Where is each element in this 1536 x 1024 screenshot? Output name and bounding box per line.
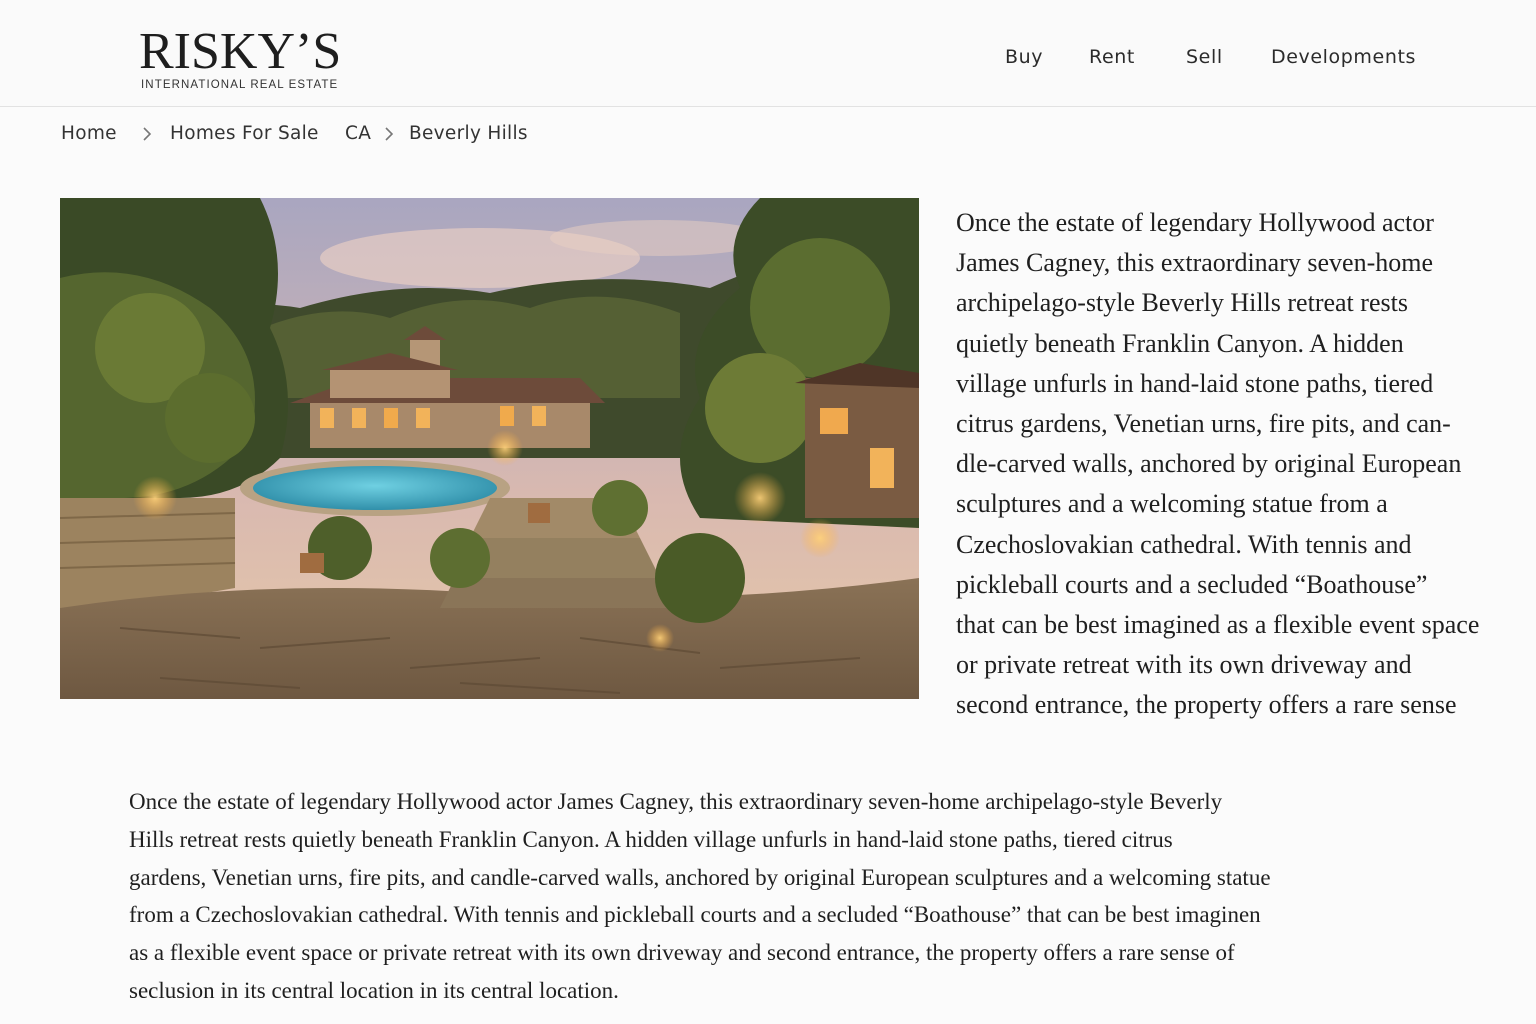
description-line: Czechoslovakian cathedral. With tennis and xyxy=(956,529,1412,559)
nav-developments[interactable]: Developments xyxy=(1271,46,1417,68)
description-line: citrus gardens, Venetian urns, fire pits, and can- xyxy=(956,409,1451,439)
brand-logo[interactable] xyxy=(139,23,342,91)
property-photo[interactable] xyxy=(60,198,919,699)
breadcrumb-homes-for-sale[interactable]: Homes For Sale xyxy=(170,123,319,144)
description-line: Once the estate of legendary Hollywood actor James Cagney, this extraordinary seven-home archipelago-style Beverly xyxy=(129,789,1223,814)
description-line: that can be best imagined as a flexible event space xyxy=(956,610,1480,640)
chevron-right-icon xyxy=(383,124,395,144)
description-line: village unfurls in hand-laid stone paths, tiered xyxy=(956,368,1434,398)
property-description-side xyxy=(956,203,1496,726)
chevron-right-icon xyxy=(141,124,153,144)
nav-sell[interactable]: Sell xyxy=(1186,46,1223,68)
description-line: sculptures and a welcoming statue from a xyxy=(956,489,1388,519)
description-line: pickleball courts and a secluded “Boathouse” xyxy=(956,569,1428,599)
property-photo-icon xyxy=(60,198,919,699)
description-line: from a Czechoslovakian cathedral. With tennis and pickleball courts and a secluded “Boathouse” that can be best imaginen xyxy=(129,902,1261,928)
description-line: Once the estate of legendary Hollywood actor xyxy=(956,208,1434,237)
brand-name: RISKY’S xyxy=(139,23,342,80)
description-line: second entrance, the property offers a rare sense xyxy=(956,690,1457,720)
description-line: James Cagney, this extraordinary seven-home xyxy=(956,248,1434,278)
description-line: gardens, Venetian urns, fire pits, and candle-carved walls, anchored by original European sculptures and a welcoming statue xyxy=(129,864,1271,890)
description-line: seclusion in its central location in its central location. xyxy=(129,977,619,1003)
description-line: or private retreat with its own driveway and xyxy=(956,650,1412,680)
description-line: quietly beneath Franklin Canyon. A hidden xyxy=(956,328,1404,358)
description-line: as a flexible event space or private retreat with its own driveway and second entrance, the property offers a rare sense of xyxy=(129,940,1235,966)
description-line: archipelago-style Beverly Hills retreat rests xyxy=(956,288,1408,318)
nav-buy[interactable]: Buy xyxy=(1005,46,1044,68)
brand-tagline: INTERNATIONAL REAL ESTATE xyxy=(141,79,339,91)
site-header xyxy=(0,0,1536,107)
property-description-body xyxy=(129,783,1429,1010)
breadcrumb-home[interactable]: Home xyxy=(61,123,117,144)
breadcrumb-beverly-hills[interactable]: Beverly Hills xyxy=(409,123,528,144)
description-line: Hills retreat rests quietly beneath Franklin Canyon. A hidden village unfurls in hand-laid stone paths, tiered citrus xyxy=(129,826,1173,852)
breadcrumb-ca[interactable]: CA xyxy=(345,123,372,144)
description-line: dle-carved walls, anchored by original European xyxy=(956,449,1462,479)
nav-rent[interactable]: Rent xyxy=(1089,46,1135,68)
